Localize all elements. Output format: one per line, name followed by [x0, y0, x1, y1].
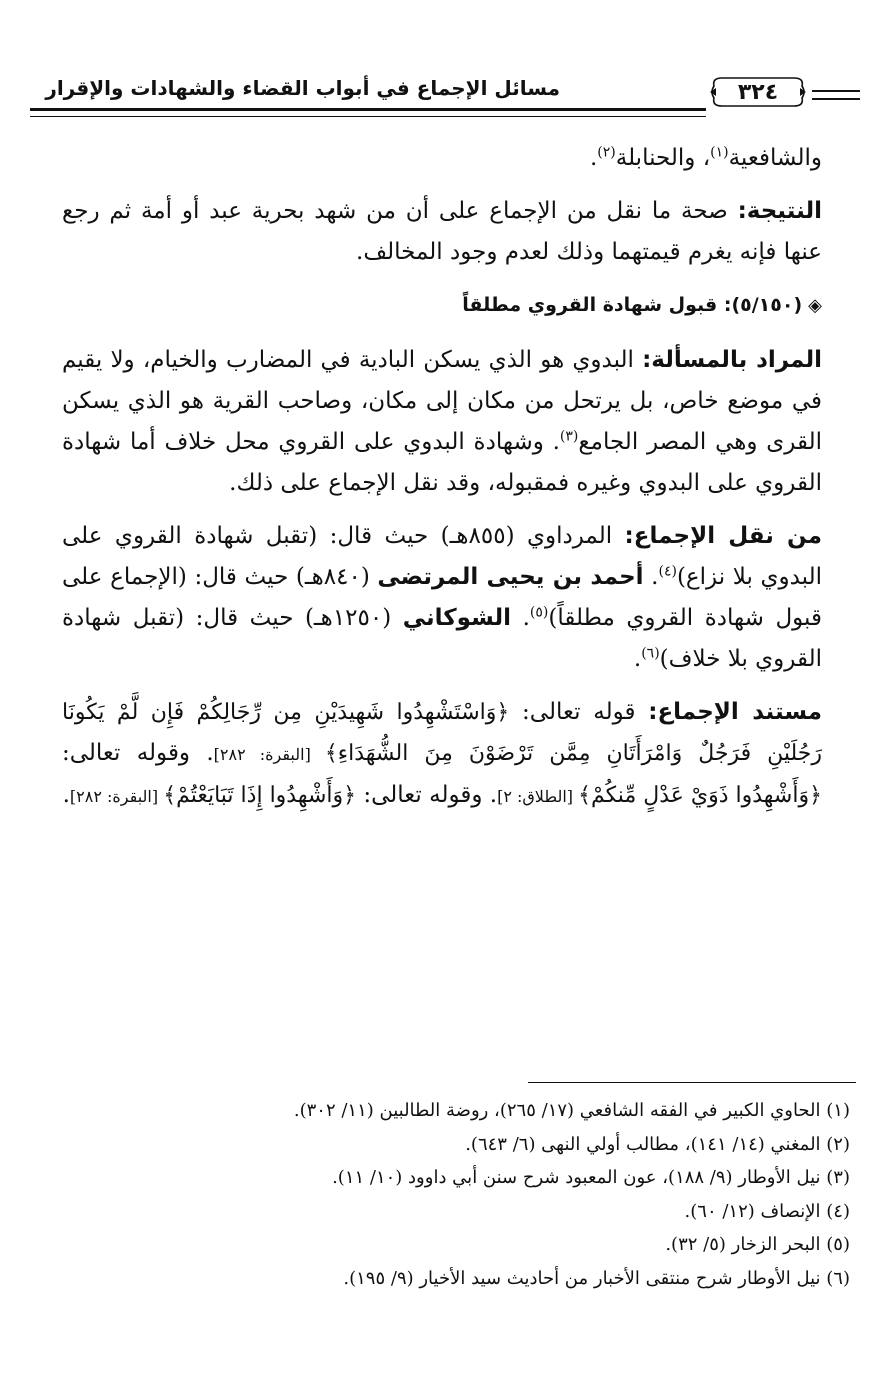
paragraph-meaning: المراد بالمسألة: البدوي هو الذي يسكن البادية في المضارب والخيام، ولا يقيم في موضع خاص، بل يرتحل من مكان إلى مكان، وصاحب القرية هو الذي يسكن القرى وهي المصر الجامع$^{(٣)}$. وشهادة البدوي على القروي محل خلاف أما شهادة القروي على البدوي وغيره فمقبوله، وقد نقل الإجماع على ذلك. — [62, 347, 822, 496]
footnote: (٦) نيل الأوطار شرح منتقى الأخبار من أحاديث سيد الأخيار (٩/ ١٩٥). — [343, 1267, 850, 1289]
header-rule-right — [812, 90, 860, 100]
result-label: النتيجة: — [737, 198, 822, 224]
page-header — [30, 64, 860, 124]
diamond-icon: ◈ — [808, 295, 822, 316]
footnote-ref: (١) — [710, 144, 729, 161]
footnote: (١) الحاوي الكبير في الفقه الشافعي (١٧/ ٢٦٥)، روضة الطالبين (١١/ ٣٠٢). — [293, 1100, 850, 1121]
footnote-ref: (٦) — [641, 645, 660, 662]
quran-verse: ﴿وَاسْتَشْهِدُوا شَهِيدَيْنِ مِن رِّجَالِكُمْ فَإِن لَّمْ يَكُونَا رَجُلَيْنِ فَرَجُلٌ وَامْرَأَتَانِ مِمَّن تَرْضَوْنَ مِنَ الشُّهَدَاءِ﴾ — [62, 700, 822, 766]
quran-verse: ﴿وَأَشْهِدُوا ذَوَيْ عَدْلٍ مِّنكُمْ﴾ — [578, 783, 822, 808]
scholar-name: الشوكاني — [402, 605, 512, 631]
footnote: (٢) المغني (١٤/ ١٤١)، مطالب أولي النهى (٦/ ٦٤٣). — [465, 1133, 850, 1155]
scholar-name: أحمد بن يحيى المرتضى — [377, 564, 644, 590]
paragraph-transmitters: من نقل الإجماع: المرداوي (٨٥٥هـ) حيث قال: (تقبل شهادة القروي على البدوي بلا نزاع)$^{(٤)}$. أحمد بن يحيى المرتضى (٨٤٠هـ) حيث قال: (الإجماع على قبول شهادة القروي مطلقاً)$^{(٥)}$. الشوكاني (١٢٥٠هـ) حيث قال: (تقبل شهادة القروي بلا خلاف)$^{(٦)}$. — [62, 523, 822, 672]
paragraph-continuation: والشافعية$^{(١)}$، والحنابلة$^{(٢)}$. — [589, 144, 822, 171]
verse-reference: [البقرة: ٢٨٢] — [69, 787, 164, 806]
basis-label: مستند الإجماع: — [648, 699, 822, 725]
footnote-separator — [528, 1082, 856, 1083]
main-text — [62, 138, 822, 829]
page-number-badge — [710, 74, 806, 110]
running-title: مسائل الإجماع في أبواب القضاء والشهادات والإقرار — [45, 76, 560, 100]
footnote: (٣) نيل الأوطار (٩/ ١٨٨)، عون المعبود شرح سنن أبي داوود (١٠/ ١١). — [332, 1167, 850, 1188]
footnote-ref: (٤) — [658, 563, 677, 580]
transmitters-label: من نقل الإجماع: — [624, 523, 822, 549]
header-rule-thin — [30, 116, 706, 117]
footnote-ref: (٥) — [529, 604, 549, 621]
header-rule — [30, 108, 706, 111]
footnotes — [120, 1094, 850, 1295]
footnote-ref: (٣) — [559, 428, 579, 445]
meaning-label: المراد بالمسألة: — [642, 347, 822, 373]
footnote-ref: (٢) — [597, 144, 616, 161]
section-heading: ◈(٥/١٥٠): قبول شهادة القروي مطلقاً — [62, 285, 822, 326]
page-number: ٣٢٤ — [737, 79, 779, 105]
paragraph-basis: مستند الإجماع: قوله تعالى: ﴿وَاسْتَشْهِدُوا شَهِيدَيْنِ مِن رِّجَالِكُمْ فَإِن لَّمْ يَكُونَا رَجُلَيْنِ فَرَجُلٌ وَامْرَأَتَانِ مِمَّن تَرْضَوْنَ مِنَ الشُّهَدَاءِ﴾ [البقرة: ٢٨٢]. وقوله تعالى: ﴿وَأَشْهِدُوا ذَوَيْ عَدْلٍ مِّنكُمْ﴾ [الطلاق: ٢]. وقوله تعالى: ﴿وَأَشْهِدُوا إِذَا تَبَايَعْتُمْ﴾ [البقرة: ٢٨٢]. — [62, 699, 822, 808]
paragraph-result: النتيجة: صحة ما نقل من الإجماع على أن من شهد بحرية عبد أو أمة ثم رجع عنها فإنه يغرم قيمتهما وذلك لعدم وجود المخالف. — [62, 198, 822, 265]
footnote: (٤) الإنصاف (١٢/ ٦٠). — [684, 1200, 850, 1222]
quran-verse: ﴿وَأَشْهِدُوا إِذَا تَبَايَعْتُمْ﴾ — [163, 783, 357, 808]
footnote: (٥) البحر الزخار (٥/ ٣٢). — [665, 1234, 850, 1255]
verse-reference: [البقرة: ٢٨٢] — [213, 745, 325, 764]
verse-reference: [الطلاق: ٢] — [497, 787, 579, 806]
